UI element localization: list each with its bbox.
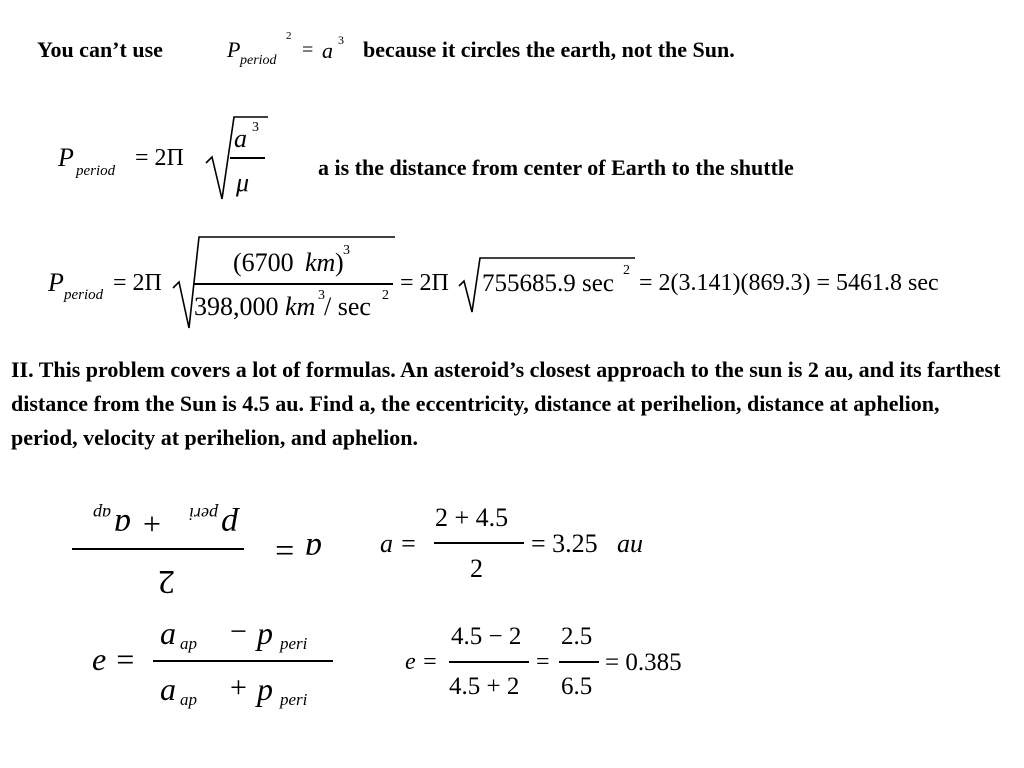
f2-num: a xyxy=(234,124,247,153)
f3-den-rest: / sec xyxy=(324,292,371,321)
fac-result: = 3.25 xyxy=(531,529,598,558)
fe-den-p: p xyxy=(257,671,273,707)
f3-p: P xyxy=(48,268,64,297)
f3-step3: = 2(3.141)(869.3) = 5461.8 sec xyxy=(639,270,939,296)
f3-num-unit: km xyxy=(305,248,336,277)
fe-lhs: e = xyxy=(92,641,136,677)
f3-num-open: (6700 xyxy=(233,248,294,277)
fec-eq: = xyxy=(536,649,550,675)
formula-a-exp: 3 xyxy=(338,33,344,47)
fec-result: = 0.385 xyxy=(605,649,682,676)
fe-den-a: a xyxy=(160,671,176,707)
f3-step2: = 2Π xyxy=(400,270,449,296)
fac-num: 2 + 4.5 xyxy=(435,503,509,532)
f3-den-unit: km xyxy=(285,292,316,321)
formula-p: P xyxy=(227,37,241,62)
fec-fraction-bar-2 xyxy=(559,661,599,663)
f3-fraction-bar xyxy=(193,283,393,285)
fe-num-p-sub: peri xyxy=(280,634,308,653)
fac-fraction-bar xyxy=(434,542,524,544)
fec-fraction-bar-1 xyxy=(449,661,529,663)
fa-num: 2 xyxy=(158,563,175,600)
fec-num1: 4.5 − 2 xyxy=(451,623,522,650)
fe-den-a-sub: ap xyxy=(180,690,197,709)
fe-num-a: a xyxy=(160,615,176,651)
fa-lhs: a = xyxy=(273,531,322,568)
fa-den-p: p xyxy=(221,507,238,544)
f3-den-exp: 3 xyxy=(318,288,325,303)
f2-num-exp: 3 xyxy=(252,120,259,135)
fac-unit: au xyxy=(617,529,643,558)
intro-text-suffix: because it circles the earth, not the Sun. xyxy=(363,37,735,62)
f2-fraction-bar xyxy=(230,157,265,159)
fec-num2: 2.5 xyxy=(561,623,593,650)
fe-fraction-bar xyxy=(153,660,333,662)
fec-den2: 6.5 xyxy=(561,673,593,700)
f3-p-sub: period xyxy=(64,287,104,303)
fa-plus: + xyxy=(142,506,161,542)
formula-p-sub: period xyxy=(240,53,277,68)
problem-statement: II. This problem covers a lot of formulas. An asteroid’s closest approach to the sun is 2 au, and its farthest distance from the Sun is 4.5 au. Find a, the eccentricity, distance at perihelion, distance at aphelion, period, velocity at perihelion, and aphelion. xyxy=(11,357,1001,450)
fe-num-a-sub: ap xyxy=(180,634,197,653)
fa-fraction-bar xyxy=(72,548,244,550)
fe-minus: − xyxy=(230,615,247,648)
fe-den-p-sub: peri xyxy=(280,690,308,709)
f3-den-exp2: 2 xyxy=(382,288,389,303)
formula-p-sup: 2 xyxy=(286,30,292,42)
intro-text-prefix: You can’t use xyxy=(37,37,163,62)
f3-num-exp: 3 xyxy=(343,243,350,258)
distance-note: a is the distance from center of Earth to the shuttle xyxy=(318,155,794,180)
formula-eq: = xyxy=(302,39,314,61)
f3-eq: = 2Π xyxy=(113,270,162,296)
fe-num-p: p xyxy=(257,615,273,651)
formula-a: a xyxy=(322,38,333,63)
fec-lhs: e = xyxy=(405,649,438,675)
fac-lhs: a = xyxy=(380,529,418,558)
f3-rad2: 755685.9 sec xyxy=(482,270,614,297)
fa-den-p-sub: peri xyxy=(189,504,218,524)
f3-rad2-exp: 2 xyxy=(623,263,630,278)
fec-den1: 4.5 + 2 xyxy=(449,673,520,700)
f3-den-num: 398,000 xyxy=(194,292,279,321)
fac-den: 2 xyxy=(470,554,483,583)
f2-rhs: = 2Π xyxy=(135,145,184,171)
f2-den: μ xyxy=(236,168,250,197)
f2-p-sub: period xyxy=(76,163,116,179)
semi-major-axis-formula xyxy=(62,498,322,598)
fa-den-a-sub: ap xyxy=(93,504,111,524)
f3-num-close: ) xyxy=(335,248,344,277)
fa-den-a: a xyxy=(114,507,131,544)
fe-plus: + xyxy=(230,671,247,704)
f2-p: P xyxy=(58,143,74,172)
